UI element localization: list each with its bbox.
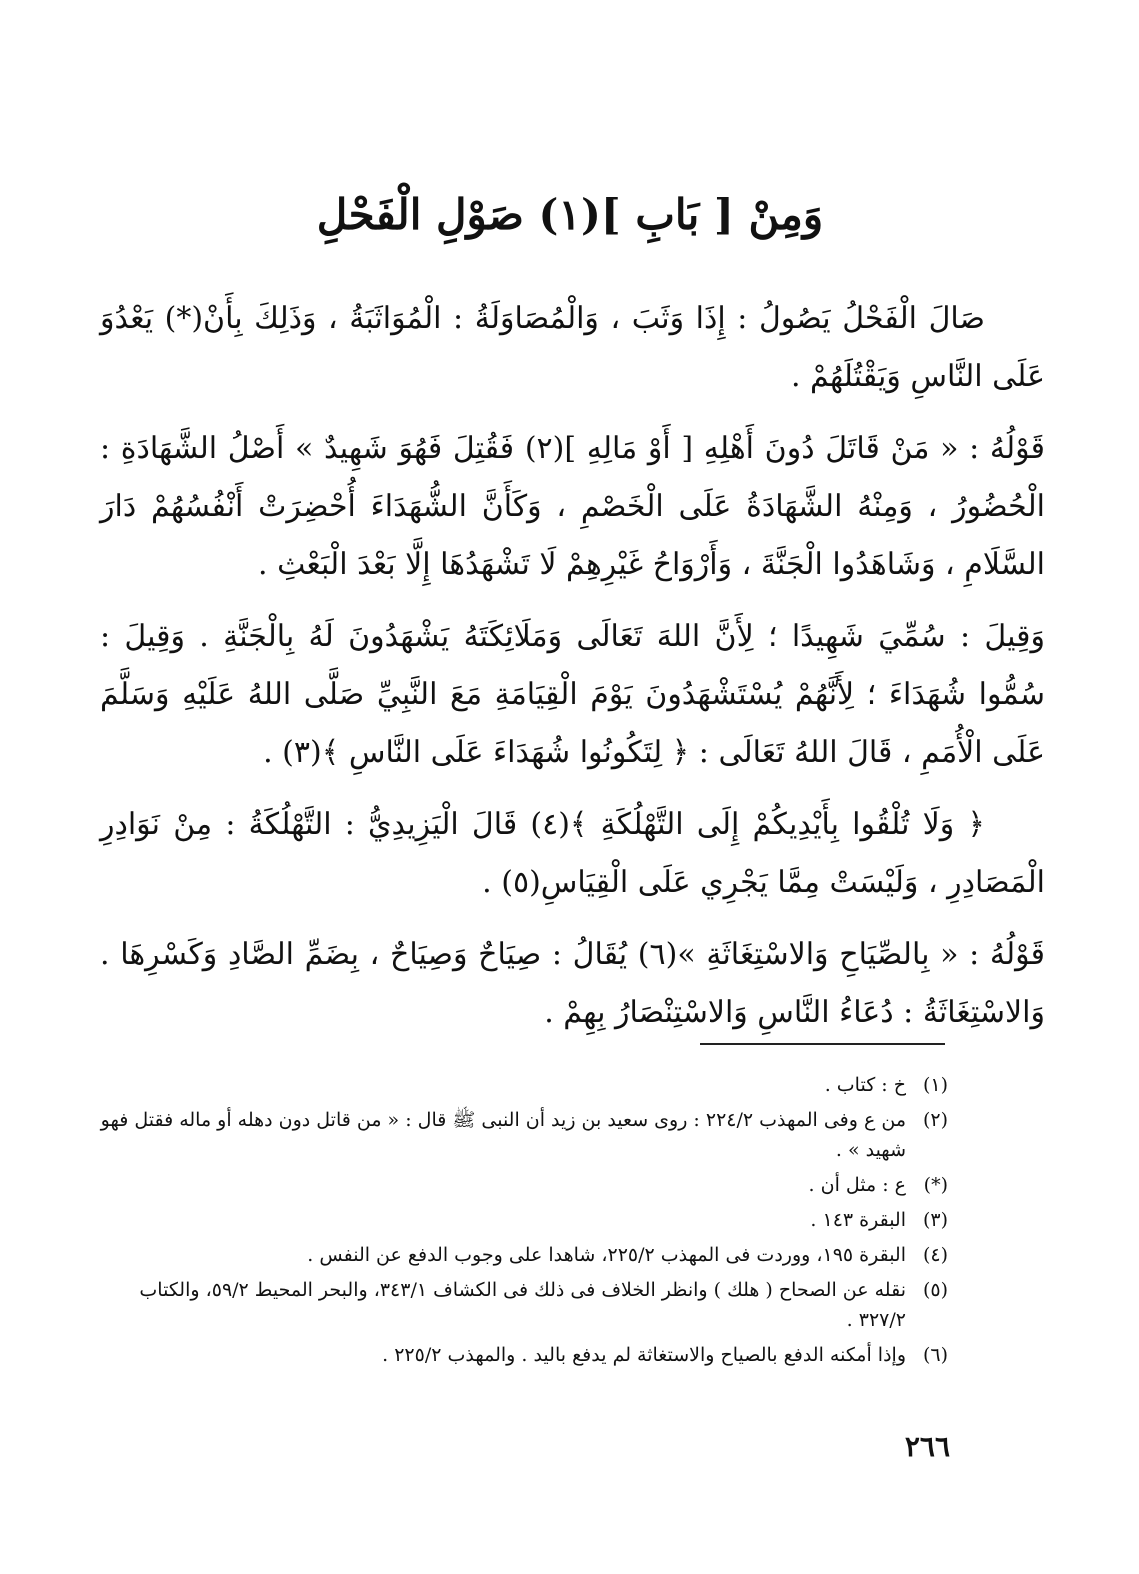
footnote — [100, 1275, 948, 1335]
paragraph: ﴿ وَلَا تُلْقُوا بِأَيْدِيكُمْ إِلَى التَّهْلُكَةِ ﴾(٤) قَالَ الْيَزِيدِيُّ : التَّهْلُكَةُ : مِنْ نَوَادِرِ الْمَصَادِرِ ، وَلَيْسَتْ مِمَّا يَجْرِي عَلَى الْقِيَاسِ(٥) . — [100, 807, 1045, 900]
footnote-text: نقله عن الصحاح ( هلك ) وانظر الخلاف فى ذلك فى الكشاف ٣٤٣/١، والبحر المحيط ٥٩/٢، والكتاب ٣٢٧/٢ . — [139, 1279, 906, 1331]
footnote-number: (٦) — [922, 1344, 948, 1366]
footnote-number: (٢) — [922, 1109, 948, 1131]
footnote-number: (٣) — [922, 1209, 948, 1231]
footnote-text: البقرة ١٩٥، ووردت فى المهذب ٢٢٥/٢، شاهدا على وجوب الدفع عن النفس . — [307, 1244, 906, 1266]
footnote — [100, 1240, 948, 1270]
paragraph: صَالَ الْفَحْلُ يَصُولُ : إِذَا وَثَبَ ، وَالْمُصَاوَلَةُ : الْمُوَاثَبَةُ ، وَذَلِكَ بِأَنْ(*) يَعْدُوَ عَلَى النَّاسِ وَيَقْتُلَهُمْ . — [100, 301, 1045, 394]
footnote-number: (*) — [923, 1174, 948, 1196]
footnotes — [100, 1070, 948, 1375]
page-number: ٢٦٦ — [904, 1430, 950, 1463]
footnote-separator — [700, 1043, 945, 1045]
footnote — [100, 1205, 948, 1235]
footnote-text: من ع وفى المهذب ٢٢٤/٢ : روى سعيد بن زيد أن النبى ﷺ قال : « من قاتل دون دهله أو ماله فقتل فهو شهيد » . — [100, 1109, 906, 1161]
footnote-text: خ : كتاب . — [824, 1074, 906, 1096]
footnote-text: ع : مثل أن . — [808, 1174, 906, 1196]
footnote-number: (١) — [922, 1074, 948, 1096]
main-text — [100, 290, 1045, 1056]
paragraph: قَوْلُهُ : « بِالصِّيَاحِ وَالاسْتِغَاثَةِ »(٦) يُقَالُ : صِيَاحٌ وَصِيَاحٌ ، بِضَمِّ الصَّادِ وَكَسْرِهَا . وَالاسْتِغَاثَةُ : دُعَاءُ النَّاسِ وَالاسْتِنْصَارُ بِهِمْ . — [100, 937, 1045, 1030]
paragraph: قَوْلُهُ : « مَنْ قَاتَلَ دُونَ أَهْلِهِ [ أَوْ مَالِهِ ](٢) فَقُتِلَ فَهُوَ شَهِيدٌ » أَصْلُ الشَّهَادَةِ : الْحُضُورُ ، وَمِنْهُ الشَّهَادَةُ عَلَى الْخَصْمِ ، وَكَأَنَّ الشُّهَدَاءَ أُحْضِرَتْ أَنْفُسُهُمْ دَارَ السَّلَامِ ، وَشَاهَدُوا الْجَنَّةَ ، وَأَرْوَاحُ غَيْرِهِمْ لَا تَشْهَدُهَا إِلَّا بَعْدَ الْبَعْثِ . — [100, 431, 1045, 582]
footnote — [100, 1340, 948, 1370]
footnote-text: البقرة ١٤٣ . — [810, 1209, 906, 1231]
section-title: وَمِنْ [ بَابِ ](١) صَوْلِ الْفَحْلِ — [316, 190, 824, 239]
paragraph: وَقِيلَ : سُمِّيَ شَهِيدًا ؛ لِأَنَّ اللهَ تَعَالَى وَمَلَائِكَتَهُ يَشْهَدُونَ لَهُ بِالْجَنَّةِ . وَقِيلَ : سُمُّوا شُهَدَاءَ ؛ لِأَنَّهُمْ يُسْتَشْهَدُونَ يَوْمَ الْقِيَامَةِ مَعَ النَّبِيِّ صَلَّى اللهُ عَلَيْهِ وَسَلَّمَ عَلَى الْأُمَمِ ، قَالَ اللهُ تَعَالَى : ﴿ لِتَكُونُوا شُهَدَاءَ عَلَى النَّاسِ ﴾(٣) . — [100, 619, 1045, 770]
footnote-number: (٤) — [922, 1244, 948, 1266]
footnote-text: وإذا أمكنه الدفع بالصياح والاستغاثة لم يدفع باليد . والمهذب ٢٢٥/٢ . — [382, 1344, 906, 1366]
footnote — [100, 1105, 948, 1165]
footnote — [100, 1070, 948, 1100]
footnote-number: (٥) — [922, 1279, 948, 1301]
footnote — [100, 1170, 948, 1200]
